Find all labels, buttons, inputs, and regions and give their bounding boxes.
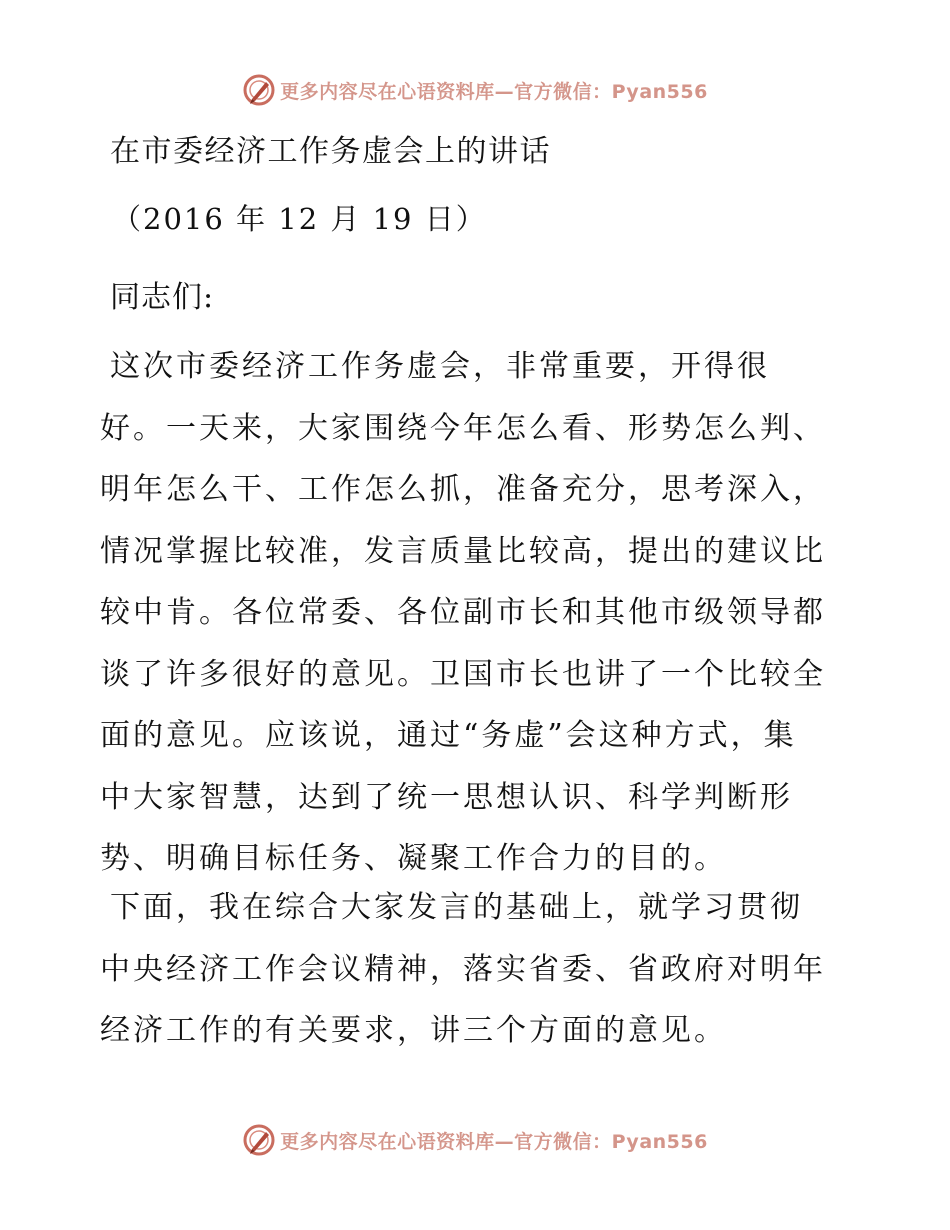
paragraph-line: 中大家智慧，达到了统一思想认识、科学判断形 xyxy=(100,779,793,815)
footer-watermark xyxy=(0,1118,950,1162)
paragraph-line: 情况掌握比较准，发言质量比较高，提出的建议比 xyxy=(100,533,826,569)
paragraph-line: 较中肯。各位常委、各位副市长和其他市级领导都 xyxy=(100,595,826,630)
paragraph-line: 明年怎么干、工作怎么抓，准备充分，思考深入， xyxy=(100,472,826,507)
salutation: 同志们: xyxy=(110,280,215,315)
speech-title: 在市委经济工作务虚会上的讲话 xyxy=(110,134,551,169)
pen-logo-icon xyxy=(242,1123,276,1157)
paragraph-line: 中央经济工作会议精神，落实省委、省政府对明年 xyxy=(100,951,826,987)
header-watermark xyxy=(0,68,950,112)
paragraph-line: 这次市委经济工作务虚会，非常重要，开得很 xyxy=(110,349,770,384)
paragraph-opening xyxy=(100,336,860,890)
paragraph-line: 好。一天来，大家围绕今年怎么看、形势怎么判、 xyxy=(100,410,826,446)
watermark-text: 更多内容尽在心语资料库—官方微信：Pyan556 xyxy=(280,1130,708,1153)
speech-date: （2016 年 12 月 19 日） xyxy=(112,202,487,236)
paragraph-line: 谈了许多很好的意见。卫国市长也讲了一个比较全 xyxy=(100,656,826,692)
paragraph-line: 势、明确目标任务、凝聚工作合力的目的。 xyxy=(100,841,727,876)
paragraph-line: 面的意见。应该说，通过“务虚”会这种方式，集 xyxy=(100,718,797,753)
watermark-text: 更多内容尽在心语资料库—官方微信：Pyan556 xyxy=(280,80,708,103)
paragraph-line: 下面，我在综合大家发言的基础上，就学习贯彻 xyxy=(110,890,803,925)
paragraph-line: 经济工作的有关要求，讲三个方面的意见。 xyxy=(100,1013,727,1048)
pen-logo-icon xyxy=(242,73,276,107)
paragraph-outline xyxy=(100,877,860,1062)
